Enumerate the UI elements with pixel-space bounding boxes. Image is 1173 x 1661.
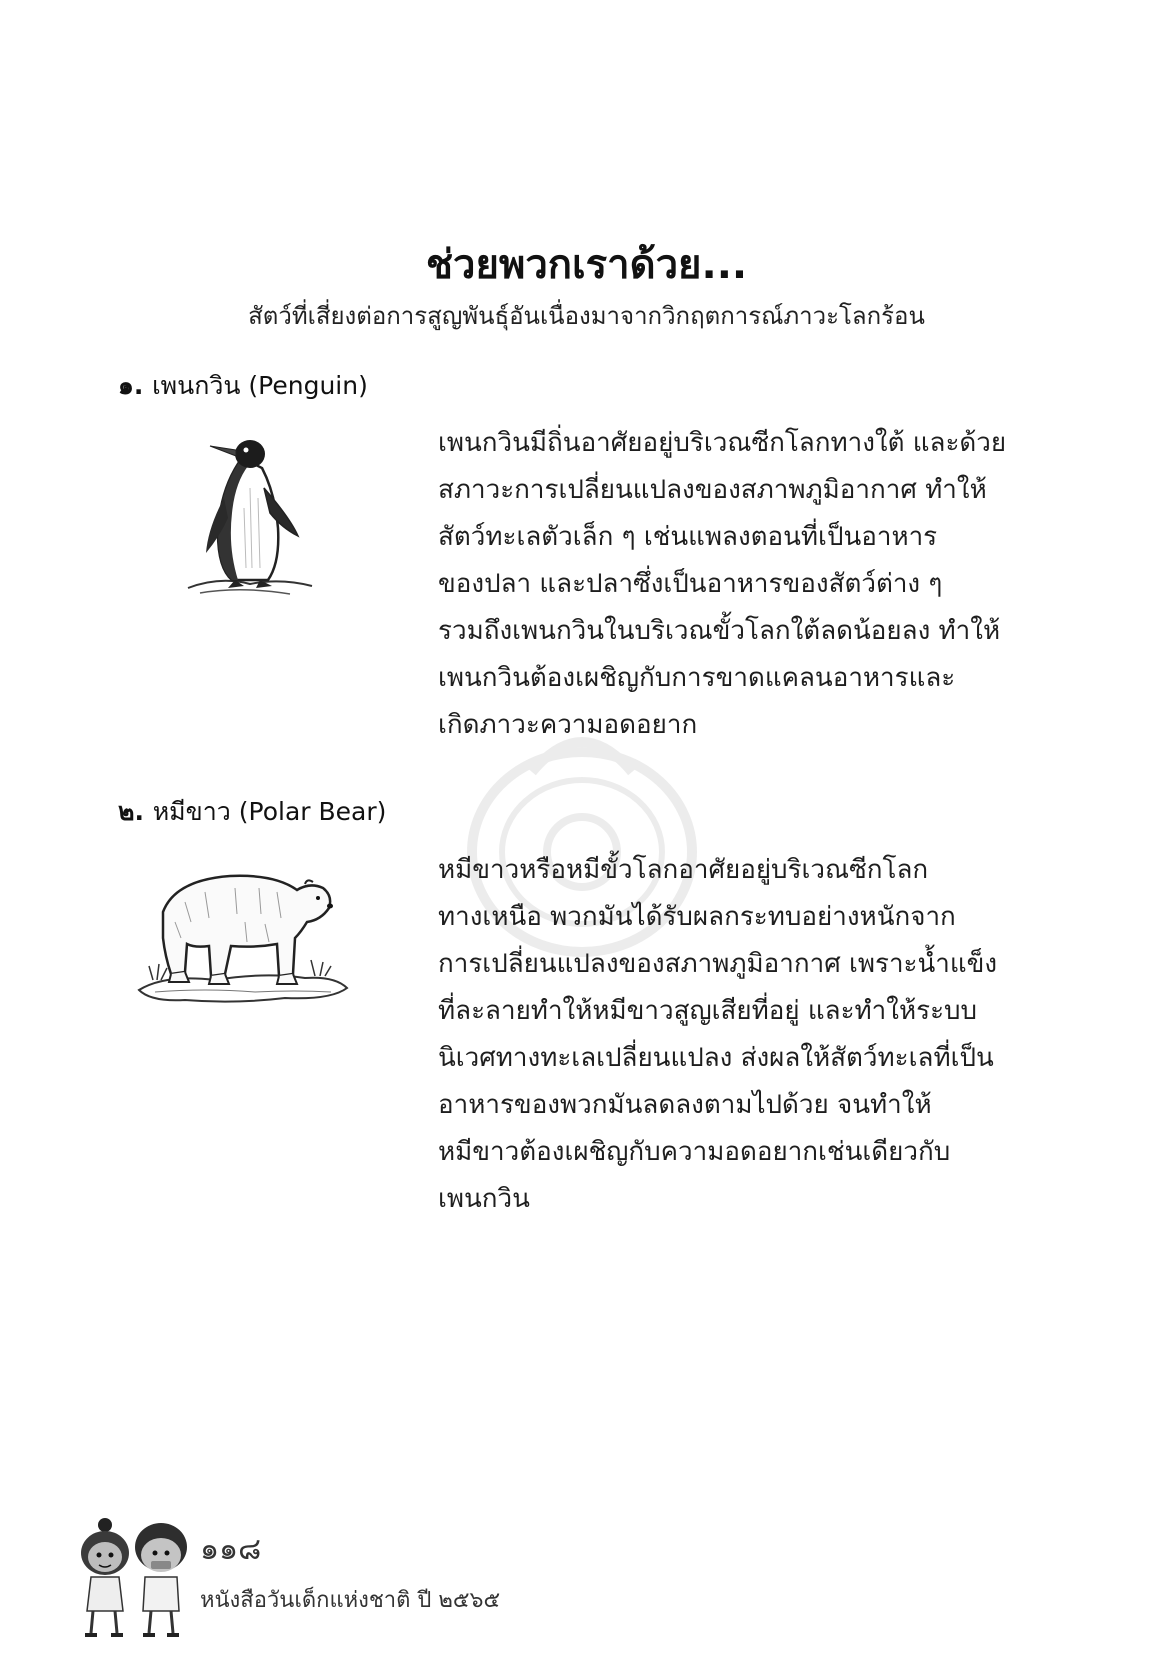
text-line: ทางเหนือ พวกมันได้รับผลกระทบอย่างหนักจาก — [438, 902, 956, 932]
text-line: สภาวะการเปลี่ยนแปลงของสภาพภูมิอากาศ ทำให้ — [438, 475, 987, 505]
book-title: หนังสือวันเด็กแห่งชาติ ปี ๒๕๖๕ — [200, 1588, 501, 1613]
text-line: เพนกวินมีถิ่นอาศัยอยู่บริเวณซีกโลกทางใต้ และด้วย — [438, 428, 1007, 458]
text-line: สัตว์ทะเลตัวเล็ก ๆ เช่นแพลงตอนที่เป็นอาหาร — [438, 522, 938, 552]
children-mascot-icon — [75, 1515, 200, 1645]
section-heading-penguin — [118, 366, 368, 406]
section-text-penguin — [438, 420, 1018, 749]
text-line: อาหารของพวกมันลดลงตามไปด้วย จนทำให้ — [438, 1090, 932, 1120]
section-name: เพนกวิน (Penguin) — [152, 371, 368, 400]
polar-bear-illustration — [135, 862, 350, 1007]
page-number: ๑๑๘ — [200, 1532, 262, 1567]
text-line: เพนกวิน — [438, 1184, 530, 1214]
text-line: หมีขาวต้องเผชิญกับความอดอยากเช่นเดียวกับ — [438, 1137, 951, 1167]
page-title: ช่วยพวกเราด้วย... — [425, 242, 748, 288]
section-name: หมีขาว (Polar Bear) — [152, 797, 387, 826]
text-line: เพนกวินต้องเผชิญกับการขาดแคลนอาหารและ — [438, 663, 956, 693]
text-line: หมีขาวหรือหมีขั้วโลกอาศัยอยู่บริเวณซีกโลก — [438, 855, 929, 885]
page-subtitle: สัตว์ที่เสี่ยงต่อการสูญพันธุ์อันเนื่องมาจากวิกฤตการณ์ภาวะโลกร้อน — [248, 302, 925, 330]
text-line: เกิดภาวะความอดอยาก — [438, 710, 698, 740]
section-text-polar-bear — [438, 847, 1018, 1223]
section-number: ๑. — [118, 371, 144, 400]
text-line: รวมถึงเพนกวินในบริเวณขั้วโลกใต้ลดน้อยลง ทำให้ — [438, 616, 1001, 646]
section-number: ๒. — [118, 797, 144, 826]
section-heading-polar-bear — [118, 792, 386, 832]
penguin-illustration — [180, 428, 320, 598]
text-line: การเปลี่ยนแปลงของสภาพภูมิอากาศ เพราะน้ำแข็ง — [438, 949, 998, 979]
text-line: ของปลา และปลาซึ่งเป็นอาหารของสัตว์ต่าง ๆ — [438, 569, 943, 599]
text-line: นิเวศทางทะเลเปลี่ยนแปลง ส่งผลให้สัตว์ทะเลที่เป็น — [438, 1043, 994, 1073]
text-line: ที่ละลายทำให้หมีขาวสูญเสียที่อยู่ และทำให้ระบบ — [438, 996, 978, 1026]
